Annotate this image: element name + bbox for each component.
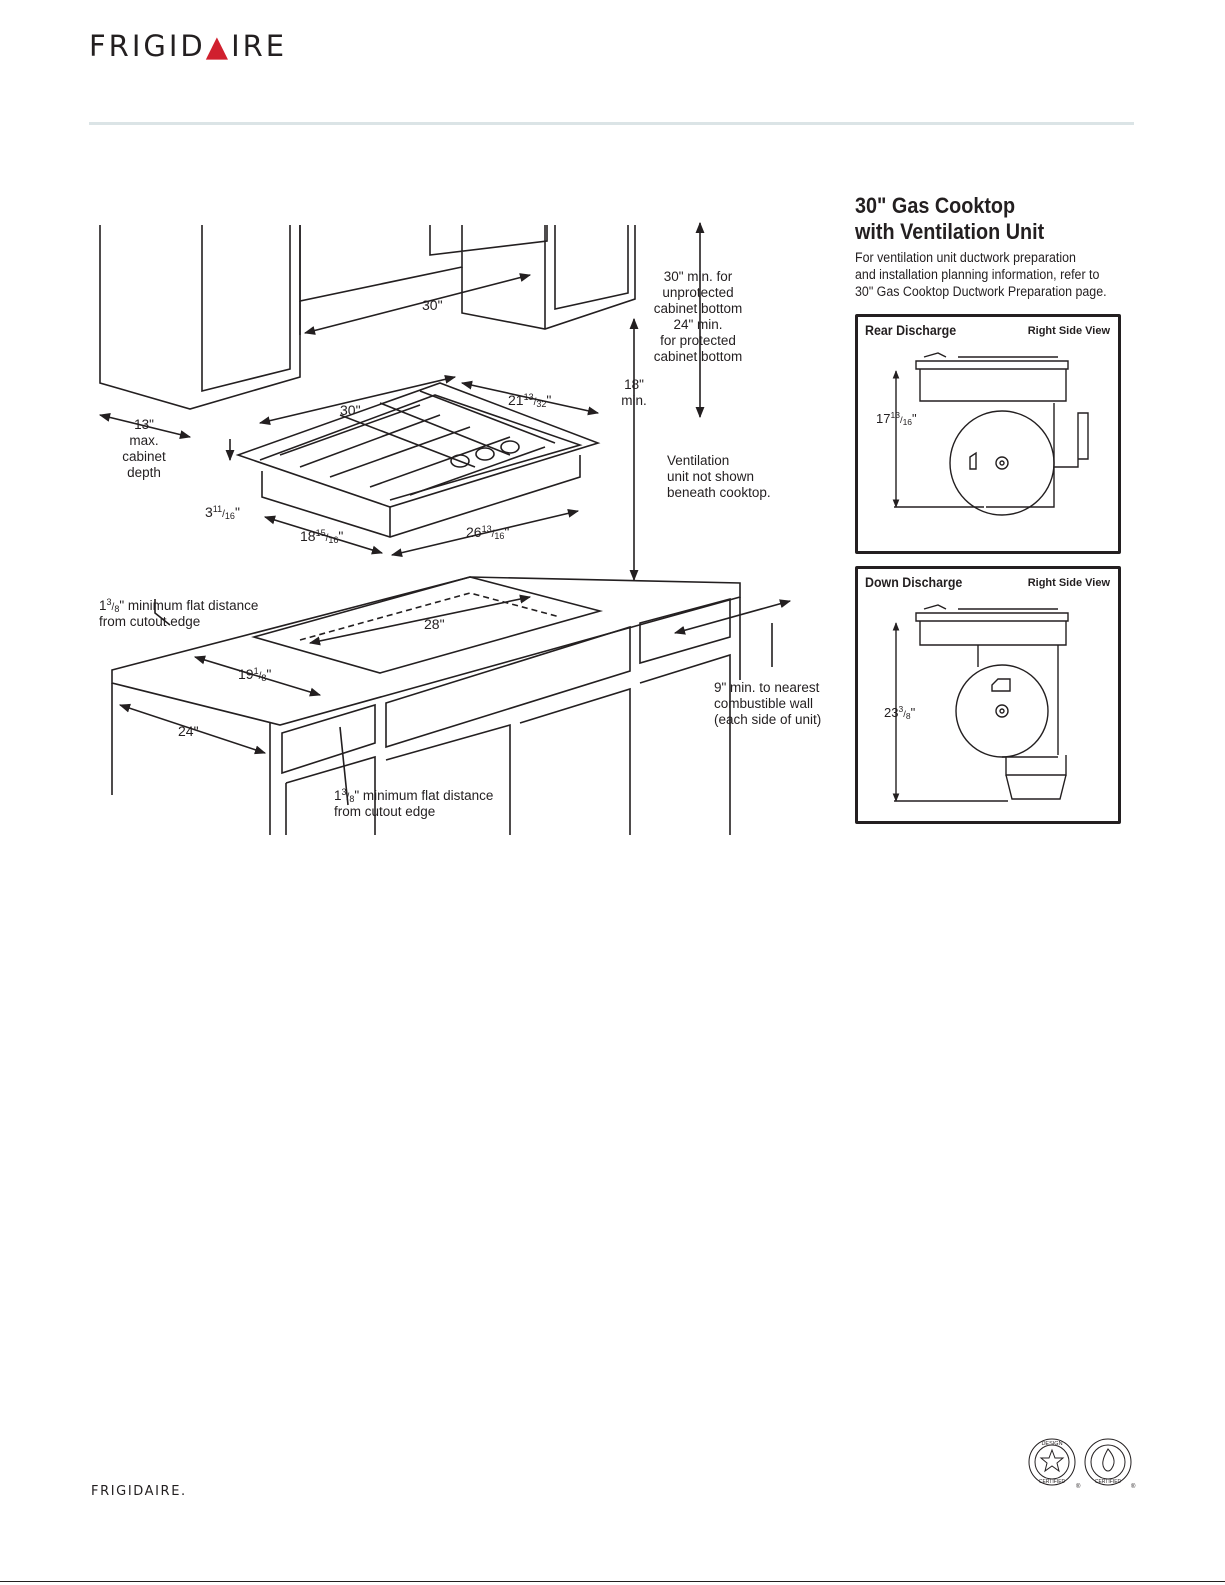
down-discharge-view-label: Right Side View [1027,577,1110,589]
wall-note-3: (each side of unit) [714,712,822,727]
dim-vent-depth: $19^1_/8$" [238,666,272,683]
svg-text:®: ® [1076,1484,1081,1490]
dim-upper-cabinet-width: 30" [422,297,443,313]
clearance-text-3: cabinet bottom [653,301,743,316]
dim-cooktop-width: 30" [340,402,361,418]
clearance-text-5: for protected [660,333,736,348]
design-badge-text-top: DESIGN [1041,1441,1063,1447]
rear-discharge-title: Rear Discharge [865,323,957,338]
flat-distance-left-1: $1^3_/8$" minimum flat distance [99,597,259,614]
clearance-text-6: cabinet bottom [653,349,743,364]
clearance-text-1: 30" min. for [663,269,733,284]
description-line-3: 30" Gas Cooktop Ductwork Preparation page. [855,284,1107,299]
down-discharge-height: $23^3_/8$" [884,704,916,721]
dim-cutout-depth: $18^{15}_/16$" [300,528,344,545]
cabinet-depth-text-1: 13" [134,417,154,432]
section-heading [855,193,1130,300]
dim-counter-depth: 24" [178,723,199,739]
cooktop-body [262,455,580,537]
down-discharge-panel [855,566,1121,824]
rear-discharge-height: $17^{13}_/16$" [876,410,917,427]
upper-cabinet-left [100,225,300,409]
rear-discharge-view-label: Right Side View [1027,325,1110,337]
rear-discharge-panel [855,314,1121,554]
gas-badge-text-bottom: CERTIFIED [1094,1479,1122,1485]
dim-cutout-width: $26^{13}_/16$" [466,524,510,541]
description-line-1: For ventilation unit ductwork preparation [855,250,1076,265]
description-line-2: and installation planning information, refer to [855,267,1100,282]
vent-note-2: unit not shown [667,469,755,484]
dim-cooktop-height: $3^{11}_/16$" [205,504,240,521]
vent-note-1: Ventilation [667,453,730,468]
rear-discharge-diagram [858,317,1118,551]
page-title-line-1: 30" Gas Cooktop [855,193,1016,218]
wall-note-2: combustible wall [714,696,814,711]
frigidaire-logo: FRIGID▲IRE [89,29,288,63]
drawer-front [282,599,730,773]
upper-cabinet-right [300,225,547,301]
footer-divider [0,1581,1225,1582]
dim-counter-gap-unit: min. [621,393,647,408]
flat-distance-bottom-2: from cutout edge [334,804,436,819]
page-title-line-2: with Ventilation Unit [855,219,1045,244]
clearance-text-4: 24" min. [673,317,723,332]
frigidaire-logo-small: FRIGIDAIRE. [91,1484,187,1499]
certification-badges [1028,1436,1136,1490]
flat-distance-left-2: from cutout edge [99,614,201,629]
dim-cooktop-depth: $21^{13}_/32$" [508,392,552,409]
vent-note-3: beneath cooktop. [667,485,771,500]
cabinet-depth-text-2: max. [129,433,159,448]
cabinet-depth-text-4: depth [127,465,161,480]
cabinet-depth-text-3: cabinet [122,449,166,464]
logo-triangle-icon: ▲ [205,29,232,63]
down-discharge-diagram [858,569,1118,821]
dim-vent-length: 28" [424,616,445,632]
header-divider [89,122,1134,125]
down-discharge-title: Down Discharge [865,575,963,590]
flat-distance-bottom-1: $1^3_/8$" minimum flat distance [334,787,494,804]
design-badge-text-bottom: CERTIFIED [1038,1479,1066,1485]
svg-text:®: ® [1131,1484,1136,1490]
wall-note-1: 9" min. to nearest [714,680,820,695]
clearance-text-2: unprotected [662,285,734,300]
installation-drawing [90,205,830,835]
dim-counter-gap-value: 18" [624,377,644,392]
